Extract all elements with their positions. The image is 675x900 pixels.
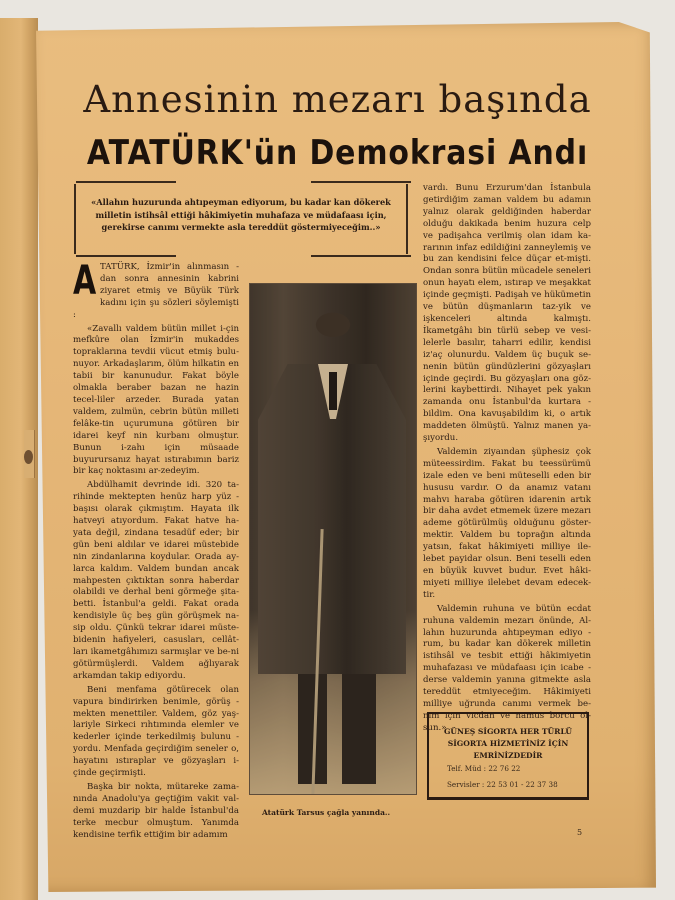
photo-legs-shape	[288, 674, 386, 784]
paragraph: Abdülhamit devrinde idi. 320 ta-rihinde mektepten henüz harp yüz - başısı olarak çıkmıştım. Hayata ilk hatveyi atıyordum. Fakat hatve ha-yata değil, zindana tesadüf eder; bir gün beni aldılar ve idarei müstebide nin zindanlarına koydular. Orada ay-larca kaldım. Valdem bundan ancak mahpesten çıktıktan sonra haberdar olabildi ve derhal beni görmeğe şita-betti. İstanbul'a geldi. Fakat orada kendisiyle üç beş gün görüşmek na-sip oldu. Çünkü tekrar idarei müste-bidenin hafiyeleri, casusları, cellât-ları ikametgâhımızı sarmışlar ve be-ni götürmüşlerdi. Valdem ağlıyarak arkamdan takip ediyordu.	[73, 480, 239, 681]
page-number: 5	[577, 828, 583, 837]
ad-phone-line-2	[447, 780, 558, 789]
ataturk-photo	[249, 283, 417, 795]
paragraph: «Zavallı valdem bütün millet i-çin mefkûre olan İzmir'in mukaddes topraklarına tevdii vücut etmiş bulu-nuyor. Arkadaşlarım, ölüm hilkatin en tabii bir kanunudur. Fakat böyle olmakla beraber bazan ne hazin tecel-liler arzeder. Burada yatan valdem, zulmün, cebrin bütün milleti felâke-tin uçurumuna götüren bir idarei keyf nin kurbanı olmuştur. Bunun i-zahı için müsaade buyurursanız hayat ıstırabımın bariz bir kaç noktasını ar-zedeyim.	[73, 323, 239, 477]
pull-quote-text: «Allahın huzurunda ahtıpeyman ediyorum, bu kadar kan dökerek milletin istihsâl ettiği hâkimiyetin muhafaza ve müdafaası için, gerekirse canımı vermekte asla tereddüt göstermiyeceğim..»	[91, 197, 391, 232]
ad-phone-number: 22 76 22	[488, 764, 521, 773]
paragraph: TATÜRK, İzmir'in alınmasın - dan sonra annesinin kabrini ziyaret etmiş ve Büyük Türk kadını için şu sözleri söylemişti :	[73, 262, 239, 320]
pull-quote-box	[74, 184, 408, 254]
headline-line-1: Annesinin mezarı başında	[83, 78, 592, 121]
paragraph: Başka bir nokta, mütareke zama-nında Anadolu'ya geçtiğim vakit val-demi muzdarip bir halde İstanbul'da terke mecbur olmuştum. Yanımda kendisine terfik ettiğim bir adamım	[73, 781, 239, 840]
insurance-advertisement	[427, 712, 589, 800]
paragraph: Valdemin ruhuna ve bütün ecdat ruhuna valdemin mezarı önünde, Al-lahın huzurunda ahtıpeyman ediyo - rum, bu kadar kan dökerek milletin istihsâl ve tesbit ettiği hâkimiyetin muhafazası ve müdafaası için icabe - derse valdemin yanına gitmekte asla tereddüt etmiyeceğim. Hâkimiyeti milliye uğrunda canımı vermek be-nim için vicdan ve namus borcu ol-sun.»	[423, 603, 591, 733]
ad-phone-line-1	[447, 764, 520, 773]
article-column-right	[423, 183, 591, 735]
article-column-left	[73, 258, 239, 842]
paragraph: Valdemin ziyaından şüphesiz çok müteessirdim. Fakat bu teessürümü izale eden ve beni müteselli eden bir hususu vardır. O da anamız vatanı mahvı haraba götüren idarenin artık bir daha avdet etmemek üzere mezarı ademe götürülmüş olduğunu göster-mektir. Valdem bu toprağın altında yatsın, fakat hâkimiyeti milliye ile-lebet payidar olsun. Beni teselli eden en büyük kuvvet budur. Evet hâki-miyeti milliye ilelebet devam edecek-tir.	[423, 446, 591, 600]
drop-cap: A	[73, 258, 97, 304]
photo-tie-shape	[329, 372, 337, 410]
ad-phone-label: Telf. Müd :	[447, 764, 487, 773]
ad-headline: GÜNEŞ SİGORTA HER TÜRLÜ SİGORTA HİZMETİNİZ İÇİN EMRİNİZDEDİR	[443, 727, 573, 760]
photo-caption: Atatürk Tarsus çağla yanında..	[262, 808, 391, 817]
paragraph: Beni menfama götürecek olan vapura bindirirken benimle, görüş - mekten menettiler. Valdem, göz yaş-lariyle Sirkeci rıhtımında elemler ve kederler içinde terkedilmiş bulunu - yordu. Menfada geçirdiğim seneler o, hayatını ıstıraplar ve gözyaşları i-çinde geçirmişti.	[73, 684, 239, 779]
ad-phone-label: Servisler :	[447, 780, 485, 789]
headline-line-2: ATATÜRK'ün Demokrasi Andı	[86, 133, 589, 173]
ad-phone-number: 22 53 01 - 22 37 38	[486, 780, 558, 789]
paragraph: vardı. Bunu Erzurum'dan İstanbula getirdiğim zaman valdem bu adamın yalnız olarak geldiğinden haberdar olduğu dakikada benim huzura celp ve padişahca verilmiş olan idam ka-rarının infaz edildiğini zanneylemiş ve bu zan kendisini felce düçar et-mişti. Ondan sonra bütün mücadele seneleri onun hayatı elem, ıstırap ve meşakkat içinde geçmişti. Padişah ve hükümetin ve bütün düşmanların taz-yik ve işkenceleri altında kalmıştı. İkametgâhı bin türlü sebep ve vesi-lelerle basılır, taharri edilir, kendisi iz'aç olunurdu. Valdem üç buçuk se-nenin bütün gündüzlerini gözyaşları içinde geçirdi. Bu gözyaşları ona göz-lerini kaybettirdi. Nihayet pek yakın zamanda onu İstanbul'da kurtara - bildim. Ona kavuşabildim ki, o artık maddeten ölmüştü. Yalnız manen ya-şıyordu.	[423, 183, 591, 444]
binding-hole	[24, 450, 33, 464]
